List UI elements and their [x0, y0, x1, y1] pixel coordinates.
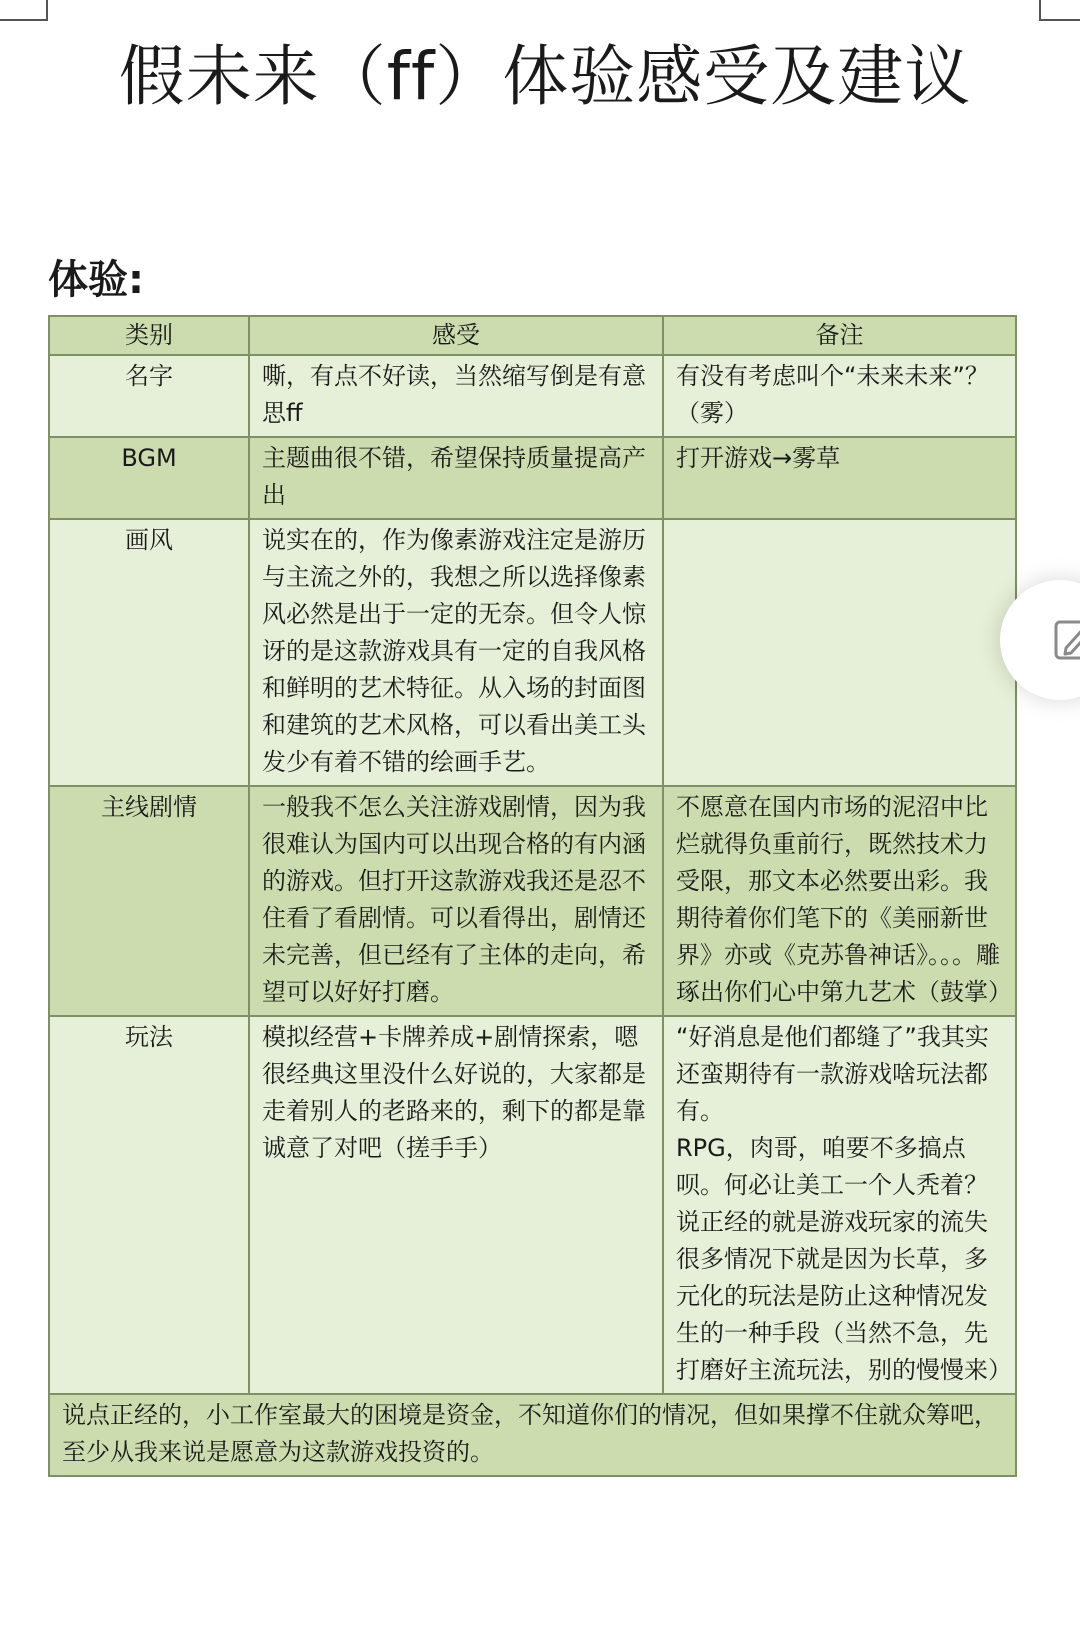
- cell-category: 名字: [49, 355, 249, 437]
- table-row-summary: [49, 1394, 1016, 1476]
- cell-feeling: 模拟经营+卡牌养成+剧情探索，嗯很经典这里没什么好说的，大家都是走着别人的老路来的，剩下的都是靠诚意了对吧（搓手手）: [249, 1016, 663, 1394]
- note-line: 打开游戏→雾草: [676, 444, 841, 472]
- cell-category: 主线剧情: [49, 786, 249, 1016]
- note-line: 不愿意在国内市场的泥沼中比烂就得负重前行，既然技术力受限，那文本必然要出彩。我期待着你们笔下的《美丽新世界》亦或《克苏鲁神话》。。。雕琢出你们心中第九艺术（鼓掌）: [676, 793, 1012, 1006]
- cell-summary: 说点正经的，小工作室最大的困境是资金，不知道你们的情况，但如果撑不住就众筹吧，至少从我来说是愿意为这款游戏投资的。: [49, 1394, 1016, 1476]
- cell-feeling: 说实在的，作为像素游戏注定是游历与主流之外的，我想之所以选择像素风必然是出于一定的无奈。但令人惊讶的是这款游戏具有一定的自我风格和鲜明的艺术特征。从入场的封面图和建筑的艺术风格，可以看出美工头发少有着不错的绘画手艺。: [249, 519, 663, 786]
- table-row-gameplay: [49, 1016, 1016, 1394]
- note-line: 有没有考虑叫个“未来未来”？（雾）: [676, 362, 989, 427]
- crop-mark-top-left: [0, 0, 48, 21]
- note-line: “好消息是他们都缝了”我其实还蛮期待有一款游戏啥玩法都有。: [676, 1023, 989, 1125]
- table-row-main-story: [49, 786, 1016, 1016]
- cell-note: [663, 437, 1016, 519]
- table-row-name: [49, 355, 1016, 437]
- cell-note: [663, 1016, 1016, 1394]
- table-header-row: [49, 316, 1016, 355]
- edit-pencil-icon: [1054, 616, 1080, 662]
- cell-note: [663, 519, 1016, 786]
- header-note: 备注: [663, 316, 1016, 355]
- document-title: 假未来（ff）体验感受及建议: [118, 38, 972, 115]
- cell-feeling: 主题曲很不错，希望保持质量提高产出: [249, 437, 663, 519]
- note-line: RPG，肉哥，咱要不多搞点呗。何必让美工一个人秃着？说正经的就是游戏玩家的流失很多情况下就是因为长草，多元化的玩法是防止这种情况发生的一种手段（当然不急，先打磨好主流玩法，别的慢慢来）: [676, 1134, 1012, 1384]
- review-table: [48, 315, 1017, 1477]
- table-row-bgm: [49, 437, 1016, 519]
- cell-note: [663, 786, 1016, 1016]
- cell-category: 画风: [49, 519, 249, 786]
- cell-note: [663, 355, 1016, 437]
- header-feeling: 感受: [249, 316, 663, 355]
- table-row-art-style: [49, 519, 1016, 786]
- crop-mark-top-right: [1039, 0, 1080, 21]
- section-heading-experience: 体验:: [48, 257, 144, 303]
- cell-feeling: 一般我不怎么关注游戏剧情，因为我很难认为国内可以出现合格的有内涵的游戏。但打开这款游戏我还是忍不住看了看剧情。可以看得出，剧情还未完善，但已经有了主体的走向，希望可以好好打磨。: [249, 786, 663, 1016]
- cell-category: BGM: [49, 437, 249, 519]
- header-category: 类别: [49, 316, 249, 355]
- cell-category: 玩法: [49, 1016, 249, 1394]
- cell-feeling: 嘶，有点不好读，当然缩写倒是有意思ff: [249, 355, 663, 437]
